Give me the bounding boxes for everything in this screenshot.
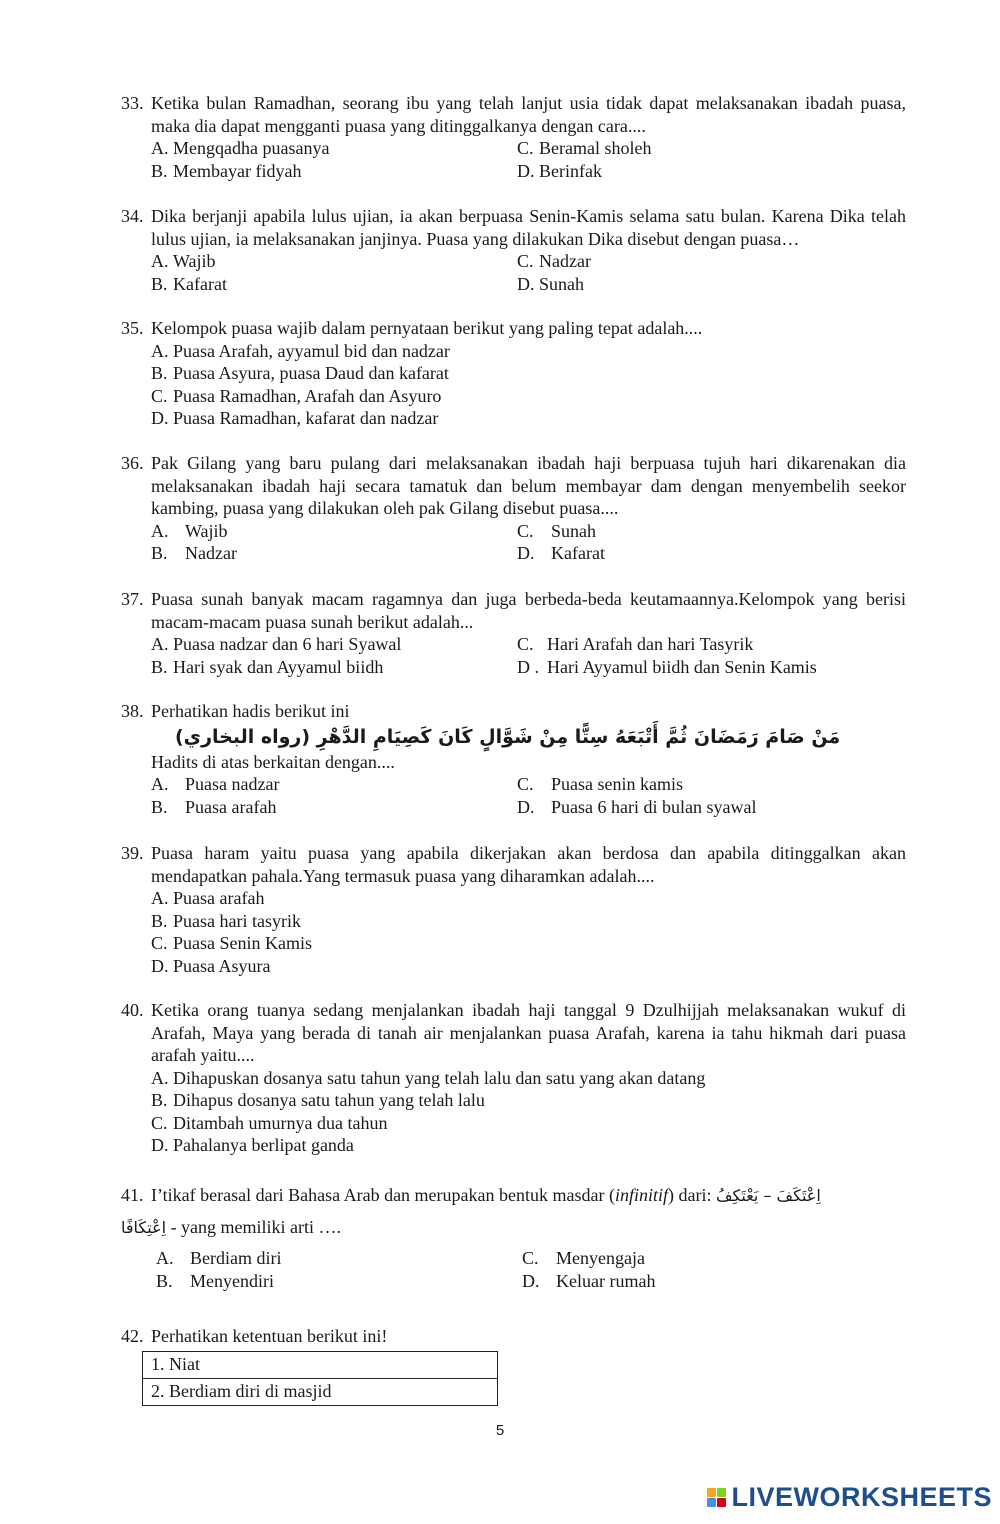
question-stem: Pak Gilang yang baru pulang dari melaksanakan ibadah haji berpuasa tujuh hari dikarenakan dia melaksanakan ibadah haji secara tamatuk dan belum membayar dam dengan menyembelih seekor kambing, puasa yang dilakukan oleh pak Gilang disebut puasa.... (151, 453, 906, 518)
liveworksheets-logo-icon (707, 1488, 726, 1507)
option-b[interactable]: B. Puasa Asyura, puasa Daud dan kafarat (151, 363, 449, 383)
option-b[interactable]: B. Hari syak dan Ayyamul biidh (151, 656, 384, 677)
logo-tile (717, 1488, 726, 1497)
question-stem: Puasa sunah banyak macam ragamnya dan juga berbeda-beda keutamaannya.Kelompok yang berisi macam-macam puasa sunah berikut adalah... (151, 589, 906, 632)
option-b[interactable]: B. Menyendiri (156, 1270, 274, 1291)
question-36 (121, 452, 906, 565)
question-38 (121, 700, 906, 818)
option-b[interactable]: B. Puasa arafah (151, 796, 277, 817)
option-c[interactable]: C. Puasa Ramadhan, Arafah dan Asyuro (151, 385, 442, 406)
option-d[interactable]: D . Hari Ayyamul biidh dan Senin Kamis (517, 656, 817, 677)
question-stem-continued: Hadits di atas berkaitan dengan.... (151, 751, 395, 772)
option-b[interactable]: B. Nadzar (151, 543, 237, 563)
option-a[interactable]: A. Wajib (151, 520, 228, 541)
arabic-masdar: اِعْتِكَافًا (121, 1217, 167, 1237)
question-number: 37. (121, 589, 144, 609)
option-b[interactable]: B. Membayar fidyah (151, 160, 302, 181)
arabic-verb-forms: اِعْتَكَفَ – يَعْتَكِفُ (715, 1186, 821, 1205)
question-37 (121, 588, 906, 678)
question-number: 42. (121, 1326, 144, 1346)
option-a[interactable]: A. Puasa nadzar (151, 774, 280, 794)
question-stem: I’tikaf berasal dari Bahasa Arab dan merupakan bentuk masdar (infinitif) dari: اِعْتَكَفَ – يَعْتَكِفُ (151, 1185, 821, 1205)
rules-table-row: 1. Niat (143, 1351, 498, 1378)
option-d[interactable]: D. Puasa Ramadhan, kafarat dan nadzar (151, 408, 439, 428)
option-a[interactable]: A. Puasa nadzar dan 6 hari Syawal (151, 634, 402, 654)
question-number: 36. (121, 453, 144, 473)
question-34 (121, 205, 906, 295)
brand-name: LIVEWORKSHEETS (731, 1482, 992, 1512)
option-c[interactable]: C. Nadzar (517, 251, 591, 271)
question-stem: Kelompok puasa wajib dalam pernyataan berikut yang paling tepat adalah.... (151, 318, 703, 338)
question-stem: Perhatikan ketentuan berikut ini! (151, 1326, 388, 1346)
option-a[interactable]: A. Puasa arafah (151, 888, 265, 908)
option-c[interactable]: C. Beramal sholeh (517, 138, 652, 158)
option-d[interactable]: D. Keluar rumah (522, 1270, 656, 1291)
rules-table (142, 1351, 498, 1406)
logo-tile (707, 1498, 716, 1507)
question-41 (121, 1184, 906, 1292)
question-number: 35. (121, 318, 144, 338)
question-stem: Perhatikan hadis berikut ini (151, 701, 350, 721)
question-number: 34. (121, 206, 144, 226)
option-b[interactable]: B. Kafarat (151, 273, 227, 294)
option-d[interactable]: D. Pahalanya berlipat ganda (151, 1135, 354, 1155)
option-c[interactable]: C. Puasa senin kamis (517, 774, 683, 794)
option-a[interactable]: A. Mengqadha puasanya (151, 138, 330, 158)
question-42 (121, 1325, 906, 1406)
option-a[interactable]: A. Berdiam diri (156, 1248, 282, 1268)
page-number: 5 (495, 1422, 505, 1439)
option-b[interactable]: B. Dihapus dosanya satu tahun yang telah lalu (151, 1090, 485, 1110)
question-stem: Ketika orang tuanya sedang menjalankan ibadah haji tanggal 9 Dzulhijjah melaksanakan wukuf di Arafah, Maya yang berada di tanah air menjalankan puasa Arafah, karena ia tahu hikmah dari puasa arafah yaitu.... (151, 1000, 906, 1065)
question-35 (121, 317, 906, 430)
option-c[interactable]: C. Hari Arafah dan hari Tasyrik (517, 634, 754, 654)
option-d[interactable]: D. Puasa Asyura (151, 955, 271, 976)
option-d[interactable]: D. Berinfak (517, 160, 602, 181)
question-number: 39. (121, 843, 144, 863)
option-a[interactable]: A. Puasa Arafah, ayyamul bid dan nadzar (151, 340, 450, 361)
option-c[interactable]: C. Puasa Senin Kamis (151, 933, 312, 953)
logo-tile (707, 1488, 716, 1497)
question-stem-line-2: اِعْتِكَافًا - yang memiliki arti …. (121, 1216, 342, 1237)
question-number: 41. (121, 1185, 144, 1205)
question-40 (121, 999, 906, 1157)
option-d[interactable]: D. Puasa 6 hari di bulan syawal (517, 796, 757, 817)
question-stem: Dika berjanji apabila lulus ujian, ia akan berpuasa Senin-Kamis selama satu bulan. Karena Dika telah lulus ujian, ia melaksanakan janjinya. Puasa yang dilakukan Dika disebut dengan puasa… (151, 206, 906, 249)
question-number: 38. (121, 701, 144, 721)
option-b[interactable]: B. Puasa hari tasyrik (151, 910, 301, 931)
option-a[interactable]: A. Wajib (151, 251, 216, 271)
question-stem: Ketika bulan Ramadhan, seorang ibu yang telah lanjut usia tidak dapat melaksanakan ibadah puasa, maka dia dapat mengganti puasa yang ditinggalkanya dengan cara.... (151, 93, 906, 136)
question-33 (121, 92, 906, 182)
option-c[interactable]: C. Ditambah umurnya dua tahun (151, 1112, 388, 1133)
option-d[interactable]: D. Kafarat (517, 543, 605, 563)
hadith-arabic-text: مَنْ صَامَ رَمَضَانَ ثُمَّ أَتْبَعَهُ سِتًّا مِنْ شَوَّالٍ كَانَ كَصِيَامِ الدَّهْرِ (رواه البخاري) (175, 725, 841, 748)
question-39 (121, 842, 906, 977)
rules-table-row: 2. Berdiam diri di masjid (143, 1378, 498, 1405)
question-number: 33. (121, 93, 144, 113)
option-a[interactable]: A. Dihapuskan dosanya satu tahun yang telah lalu dan satu yang akan datang (151, 1067, 706, 1088)
option-d[interactable]: D. Sunah (517, 273, 584, 294)
liveworksheets-brand (707, 1482, 992, 1512)
question-stem: Puasa haram yaitu puasa yang apabila dikerjakan akan berdosa dan apabila ditinggalkan akan mendapatkan pahala.Yang termasuk puasa yang diharamkan adalah.... (151, 843, 906, 886)
question-number: 40. (121, 1000, 144, 1020)
logo-tile (717, 1498, 726, 1507)
option-c[interactable]: C. Sunah (517, 520, 596, 541)
option-c[interactable]: C. Menyengaja (522, 1248, 645, 1268)
